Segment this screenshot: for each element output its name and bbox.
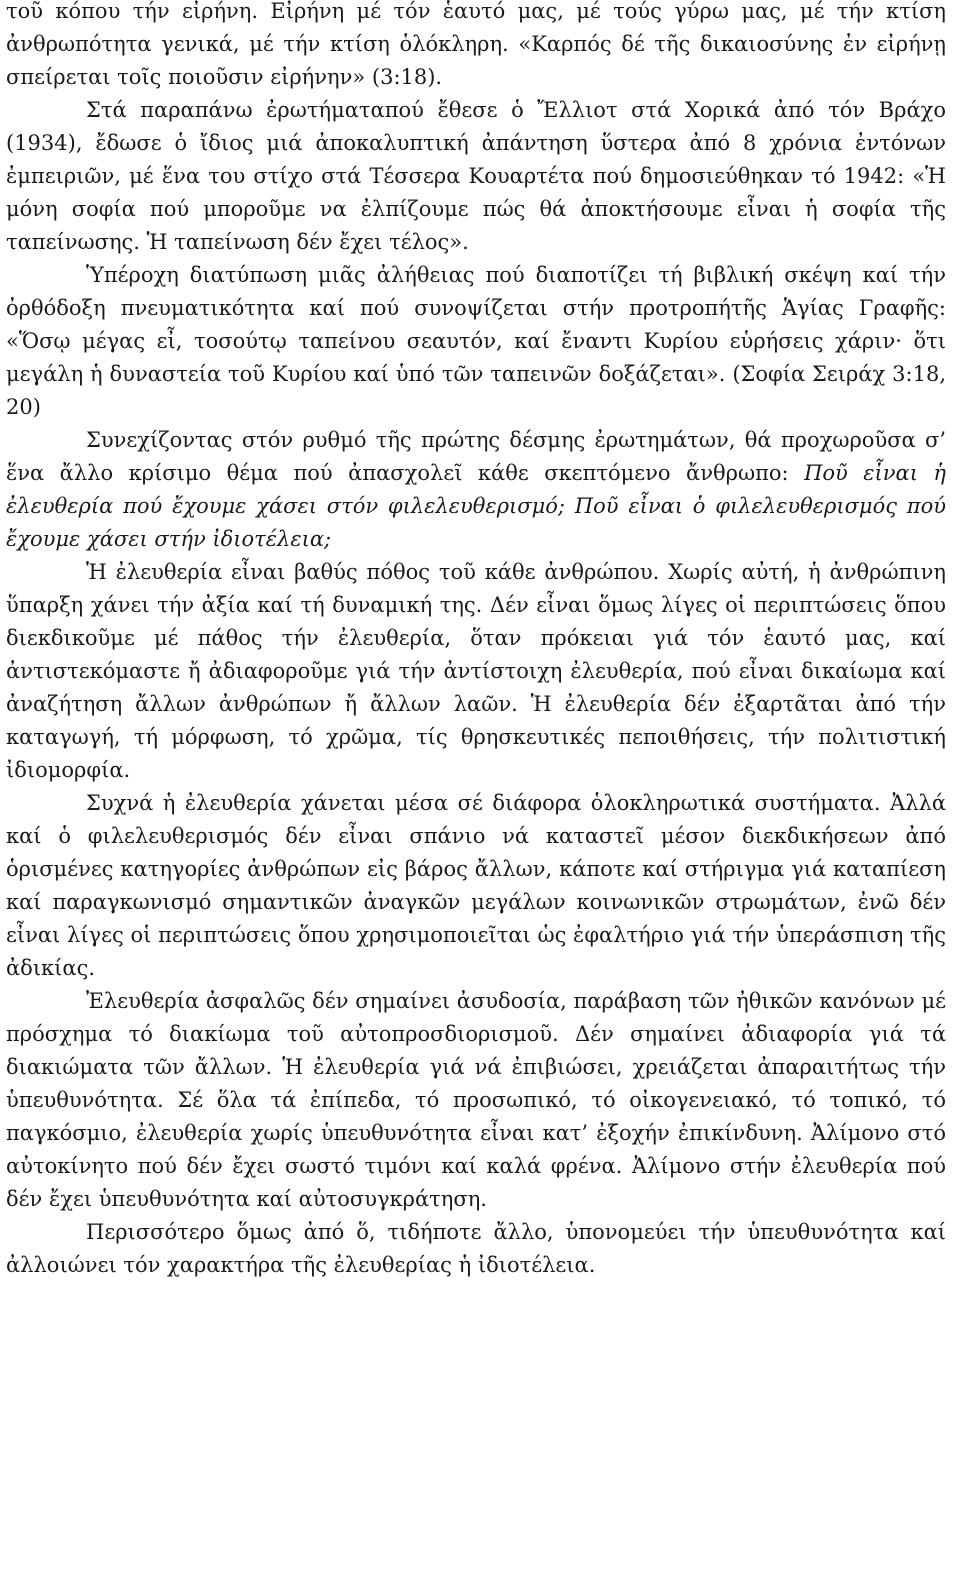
- paragraph-3: [6, 259, 946, 424]
- paragraph-6-text: Συχνά ἡ ἐλευθερία χάνεται μέσα σέ διάφορα ὁλοκληρωτικά συστήματα. Ἀλλά καί ὁ φιλελευθερισμός δέν εἶναι σπάνιο νά καταστεῖ μέσον διεκδικήσεων ἀπό ὁρισμένες κατηγορίες ἀνθρώπων εἰς βάρος ἄλλων, κάποτε καί στήριγμα γιά καταπίεση καί παραγκωνισμό σημαντικῶν ἀναγκῶν μεγάλων κοινωνικῶν στρωμάτων, ἐνῶ δέν εἶναι λίγες οἱ περιπτώσεις ὅπου χρησιμοποιεῖται ὡς ἐφαλτήριο γιά τήν ὑπεράσπιση τῆς ἀδικίας.: [6, 791, 946, 980]
- paragraph-8-text: Περισσότερο ὅμως ἀπό ὅ, τιδήποτε ἄλλο, ὑπονομεύει τήν ὑπευθυνότητα καί ἀλλοιώνει τόν χαρακτήρα τῆς ἐλευθερίας ἡ ἰδιοτέλεια.: [6, 1220, 946, 1277]
- paragraph-1-text: τοῦ κόπου τήν εἰρήνη. Εἰρήνη μέ τόν ἑαυτό μας, μέ τούς γύρω μας, μέ τήν κτίση ἀνθρωπότητα γενικά, μέ τήν κτίση ὁλόκληρη. «Καρπός δέ τῆς δικαιοσύνης ἐν εἰρήνῃ σπείρεται τοῖς ποιοῦσιν εἰρήνην» (3:18).: [6, 0, 946, 89]
- paragraph-4-italic-questions: Ποῦ εἶναι ἡ ἐλευθερία πού ἔχουμε χάσει στόν φιλελευθερισμό; Ποῦ εἶναι ὁ φιλελευθερισμός πού ἔχουμε χάσει στήν ἰδιοτέλεια;: [6, 461, 946, 551]
- paragraph-5-text: Ἡ ἐλευθερία εἶναι βαθύς πόθος τοῦ κάθε ἀνθρώπου. Χωρίς αὐτή, ἡ ἀνθρώπινη ὕπαρξη χάνει τήν ἀξία καί τή δυναμική της. Δέν εἶναι ὅμως λίγες οἱ περιπτώσεις ὅπου διεκδικοῦμε μέ πάθος τήν ἐλευθερία, ὅταν πρόκειαι γιά τόν ἑαυτό μας, καί ἀντιστεκόμαστε ἤ ἀδιαφοροῦμε γιά τήν ἀντίστοιχη ἐλευθερία, πού εἶναι δικαίωμα καί ἀναζήτηση ἄλλων ἀνθρώπων ἤ ἄλλων λαῶν. Ἡ ἐλευθερία δέν ἐξαρτᾶται ἀπό τήν καταγωγή, τή μόρφωση, τό χρῶμα, τίς θρησκευτικές πεποιθήσεις, τήν πολιτιστική ἰδιομορφία.: [6, 560, 946, 782]
- paragraph-6: [6, 787, 946, 985]
- paragraph-3-text: Ὑπέροχη διατύπωση μιᾶς ἀλήθειας πού διαποτίζει τή βιβλική σκέψη καί τήν ὀρθόδοξη πνευματικότητα καί πού συνοψίζεται στήν προτροπήτῆς Ἁγίας Γραφῆς: «Ὅσῳ μέγας εἶ, τοσούτῳ ταπείνου σεαυτόν, καί ἔναντι Κυρίου εὑρήσεις χάριν· ὅτι μεγάλη ἡ δυναστεία τοῦ Κυρίου καί ὑπό τῶν ταπεινῶν δοξάζεται». (Σοφία Σειράχ 3:18, 20): [6, 263, 946, 419]
- paragraph-7-text: Ἐλευθερία ἀσφαλῶς δέν σημαίνει ἀσυδοσία, παράβαση τῶν ἠθικῶν κανόνων μέ πρόσχημα τό διακίωμα τοῦ αὐτοπροσδιορισμοῦ. Δέν σημαίνει ἀδιαφορία γιά τά διακιώματα τῶν ἄλλων. Ἡ ἐλευθερία γιά νά ἐπιβιώσει, χρειάζεται ἀπαραιτήτως τήν ὑπευθυνότητα. Σέ ὅλα τά ἐπίπεδα, τό προσωπικό, τό οἰκογενειακό, τό τοπικό, τό παγκόσμιο, ἐλευθερία χωρίς ὑπευθυνότητα εἶναι κατ’ ἐξοχήν ἐπικίνδυνη. Ἀλίμονο στό αὐτοκίνητο πού δέν ἔχει σωστό τιμόνι καί καλά φρένα. Ἀλίμονο στήν ἐλευθερία πού δέν ἔχει ὑπευθυνότητα καί αὐτοσυγκράτηση.: [6, 989, 946, 1211]
- paragraph-7: [6, 985, 946, 1216]
- paragraph-2: [6, 94, 946, 259]
- paragraph-2-text: Στά παραπάνω ἐρωτήματαπού ἔθεσε ὁ Ἔλλιοτ στά Χορικά ἀπό τόν Βράχο (1934), ἔδωσε ὁ ἴδιος μιά ἀποκαλυπτική ἀπάντηση ὕστερα ἀπό 8 χρόνια ἐντόνων ἐμπειριῶν, μέ ἕνα του στίχο στά Τέσσερα Κουαρτέτα πού δημοσιεύθηκαν τό 1942: «Ἡ μόνη σοφία πού μποροῦμε να ἐλπίζουμε πώς θά ἀποκτήσουμε εἶναι ἡ σοφία τῆς ταπείνωσης. Ἡ ταπείνωση δέν ἔχει τέλος».: [6, 98, 946, 254]
- paragraph-8: [6, 1216, 946, 1282]
- paragraph-5: [6, 556, 946, 787]
- paragraph-4-text: Συνεχίζοντας στόν ρυθμό τῆς πρώτης δέσμης ἐρωτημάτων, θά προχωροῦσα σ’ ἕνα ἄλλο κρίσιμο θέμα πού ἀπασχολεῖ κάθε σκεπτόμενο ἄνθρωπο:: [6, 428, 946, 485]
- paragraph-4: [6, 424, 946, 556]
- paragraph-1: [6, 0, 946, 94]
